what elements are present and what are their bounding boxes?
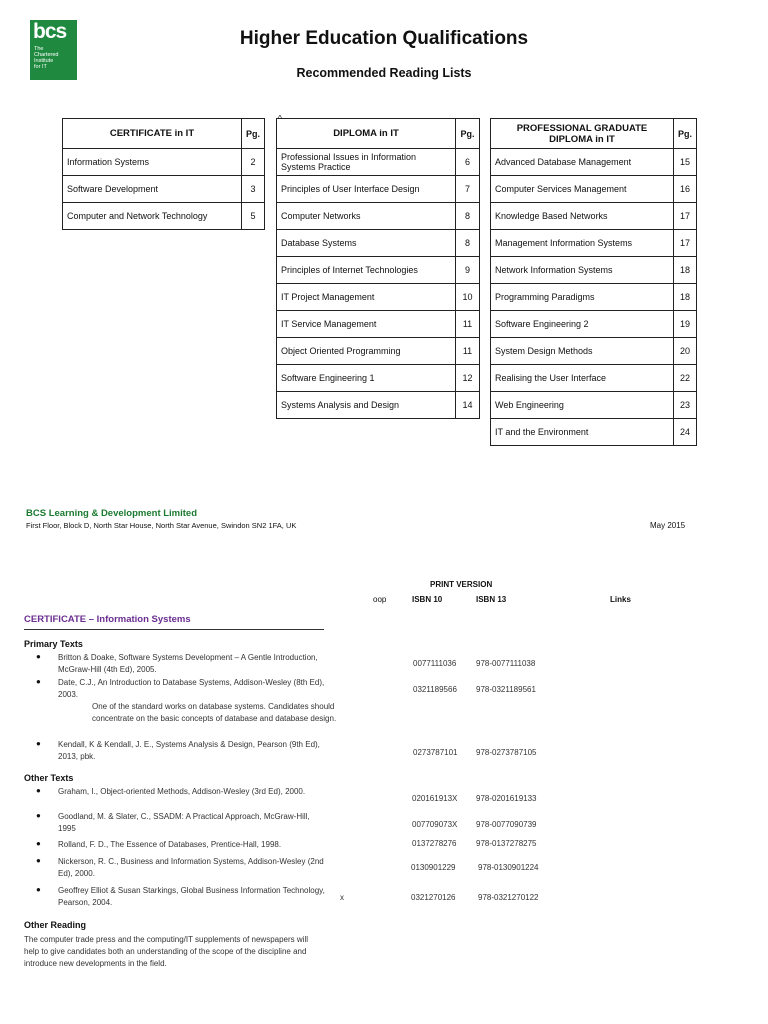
course-name: Management Information Systems — [491, 230, 674, 257]
isbn10-value: 0137278276 — [412, 839, 457, 848]
page-number: 9 — [456, 257, 480, 284]
course-name: Information Systems — [63, 149, 242, 176]
isbn10-value: 0130901229 — [411, 863, 456, 872]
table-row — [277, 392, 480, 419]
page-number: 23 — [673, 392, 696, 419]
table-row — [63, 203, 265, 230]
course-name: Knowledge Based Networks — [491, 203, 674, 230]
isbn13-value: 978-0137278275 — [476, 839, 537, 848]
table-row — [277, 203, 480, 230]
links-heading: Links — [610, 595, 631, 604]
print-version-heading: PRINT VERSION — [430, 580, 493, 589]
page-number: 8 — [456, 230, 480, 257]
table-row — [491, 203, 697, 230]
table-row — [491, 149, 697, 176]
org-address: First Floor, Block D, North Star House, North Star Avenue, Swindon SN2 1FA, UK — [26, 521, 297, 530]
pg-heading: Pg. — [673, 119, 696, 149]
page-number: 16 — [673, 176, 696, 203]
table-row — [491, 311, 697, 338]
isbn13-value: 978-0201619133 — [476, 794, 537, 803]
course-name: Software Engineering 2 — [491, 311, 674, 338]
table-heading: PROFESSIONAL GRADUATE DIPLOMA in IT — [491, 119, 674, 149]
course-name: Database Systems — [277, 230, 456, 257]
reference-text: Kendall, K & Kendall, J. E., Systems Analysis & Design, Pearson (9th Ed), 2013, pbk. — [58, 740, 320, 761]
table-row — [277, 365, 480, 392]
other-texts-heading: Other Texts — [24, 773, 74, 783]
isbn10-value: 0321189566 — [413, 685, 457, 694]
course-name: Programming Paradigms — [491, 284, 674, 311]
table-row — [277, 230, 480, 257]
isbn13-value: 978-0321189561 — [476, 685, 536, 694]
caret-mark: ^ — [278, 114, 282, 123]
table-row — [491, 257, 697, 284]
certificate-table — [62, 118, 265, 230]
course-name: Principles of User Interface Design — [277, 176, 456, 203]
reference-text: Rolland, F. D., The Essence of Databases, Prentice-Hall, 1998. — [58, 840, 282, 849]
isbn13-value: 978-0077090739 — [476, 820, 537, 829]
table-row — [277, 311, 480, 338]
org-name: BCS Learning & Development Limited — [26, 508, 198, 519]
table-heading: CERTIFICATE in IT — [63, 119, 242, 149]
course-name: Web Engineering — [491, 392, 674, 419]
page-number: 24 — [673, 419, 696, 446]
table-row — [491, 284, 697, 311]
course-name: Network Information Systems — [491, 257, 674, 284]
table-row — [491, 338, 697, 365]
course-name: IT Project Management — [277, 284, 456, 311]
course-name: Software Development — [63, 176, 242, 203]
page-number: 2 — [241, 149, 264, 176]
table-row — [491, 392, 697, 419]
publication-date: May 2015 — [650, 521, 686, 530]
reference-text: Geoffrey Elliot & Susan Starkings, Global Business Information Technology, Pearson, 2004. — [58, 886, 325, 907]
isbn10-value: 007709073X — [412, 820, 458, 829]
course-name: Systems Analysis and Design — [277, 392, 456, 419]
isbn13-value: 978-0077111038 — [476, 659, 536, 668]
page-number: 7 — [456, 176, 480, 203]
bullet-icon: ● — [36, 786, 41, 795]
course-name: Advanced Database Management — [491, 149, 674, 176]
page-number: 5 — [241, 203, 264, 230]
bullet-icon: ● — [36, 652, 41, 661]
isbn13-value: 978-0273787105 — [476, 748, 537, 757]
bullet-icon: ● — [36, 739, 41, 748]
isbn13-value: 978-0321270122 — [478, 893, 539, 902]
reference-text: Date, C.J., An Introduction to Database Systems, Addison-Wesley (8th Ed), 2003. — [58, 678, 325, 699]
course-name: Principles of Internet Technologies — [277, 257, 456, 284]
bullet-icon: ● — [36, 839, 41, 848]
section-title: CERTIFICATE – Information Systems — [24, 614, 324, 630]
pg-heading: Pg. — [241, 119, 264, 149]
reference-text: Nickerson, R. C., Business and Information Systems, Addison-Wesley (2nd Ed), 2000. — [58, 857, 324, 878]
other-reading-heading: Other Reading — [24, 920, 87, 930]
bullet-icon: ● — [36, 811, 41, 820]
other-reading-text: The computer trade press and the computing/IT supplements of newspapers will help to give candidates both an understanding of the scope of the discipline and introduce new developments in the field. — [24, 935, 308, 968]
table-row — [277, 284, 480, 311]
reference-text: Britton & Doake, Software Systems Development – A Gentle Introduction, McGraw-Hill (4th Ed), 2005. — [58, 653, 318, 674]
page-subtitle: Recommended Reading Lists — [296, 66, 472, 80]
professional-diploma-table — [490, 118, 697, 446]
bullet-icon: ● — [36, 677, 41, 686]
primary-texts-heading: Primary Texts — [24, 639, 83, 649]
table-row — [491, 419, 697, 446]
course-name: IT Service Management — [277, 311, 456, 338]
page-number: 15 — [673, 149, 696, 176]
page-number: 17 — [673, 203, 696, 230]
course-name: Computer Networks — [277, 203, 456, 230]
logo-subtitle: The Chartered Institute for IT — [34, 46, 59, 70]
isbn10-value: 0321270126 — [411, 893, 456, 902]
page-number: 11 — [456, 311, 480, 338]
page-number: 14 — [456, 392, 480, 419]
table-row — [277, 176, 480, 203]
page-number: 8 — [456, 203, 480, 230]
page-number: 6 — [456, 149, 480, 176]
isbn13-value: 978-0130901224 — [478, 863, 539, 872]
page-number: 17 — [673, 230, 696, 257]
course-name: IT and the Environment — [491, 419, 674, 446]
page-number: 19 — [673, 311, 696, 338]
isbn10-heading: ISBN 10 — [412, 595, 443, 604]
reference-text: Goodland, M. & Slater, C., SSADM: A Practical Approach, McGraw-Hill, 1995 — [58, 812, 310, 833]
page-number: 12 — [456, 365, 480, 392]
table-heading: DIPLOMA in IT — [277, 119, 456, 149]
page-number: 3 — [241, 176, 264, 203]
table-row — [63, 149, 265, 176]
oop-mark: x — [340, 893, 344, 902]
page-number: 22 — [673, 365, 696, 392]
table-row — [491, 365, 697, 392]
isbn10-value: 0273787101 — [413, 748, 458, 757]
table-row — [491, 176, 697, 203]
table-row — [277, 257, 480, 284]
isbn13-heading: ISBN 13 — [476, 595, 507, 604]
reference-note: One of the standard works on database systems. Candidates should concentrate on the basic concepts of database and database design. — [92, 702, 337, 723]
page-title: Higher Education Qualifications — [239, 28, 529, 49]
page-number: 10 — [456, 284, 480, 311]
logo-mark: bcs — [33, 20, 67, 43]
reference-text: Graham, I., Object-oriented Methods, Addison-Wesley (3rd Ed), 2000. — [58, 787, 306, 796]
course-name: Software Engineering 1 — [277, 365, 456, 392]
bullet-icon: ● — [36, 885, 41, 894]
table-row — [491, 230, 697, 257]
table-row — [277, 149, 480, 176]
course-name: Object Oriented Programming — [277, 338, 456, 365]
isbn10-value: 020161913X — [412, 794, 458, 803]
table-row — [277, 338, 480, 365]
page-number: 18 — [673, 284, 696, 311]
oop-heading: oop — [373, 595, 387, 604]
isbn10-value: 0077111036 — [413, 659, 457, 668]
course-name: Professional Issues in Information Systems Practice — [277, 149, 456, 176]
course-name: Computer Services Management — [491, 176, 674, 203]
table-row — [63, 176, 265, 203]
pg-heading: Pg. — [456, 119, 480, 149]
diploma-table — [276, 118, 480, 419]
course-name: Computer and Network Technology — [63, 203, 242, 230]
page-number: 11 — [456, 338, 480, 365]
course-name: System Design Methods — [491, 338, 674, 365]
course-name: Realising the User Interface — [491, 365, 674, 392]
page-number: 20 — [673, 338, 696, 365]
page-number: 18 — [673, 257, 696, 284]
bullet-icon: ● — [36, 856, 41, 865]
